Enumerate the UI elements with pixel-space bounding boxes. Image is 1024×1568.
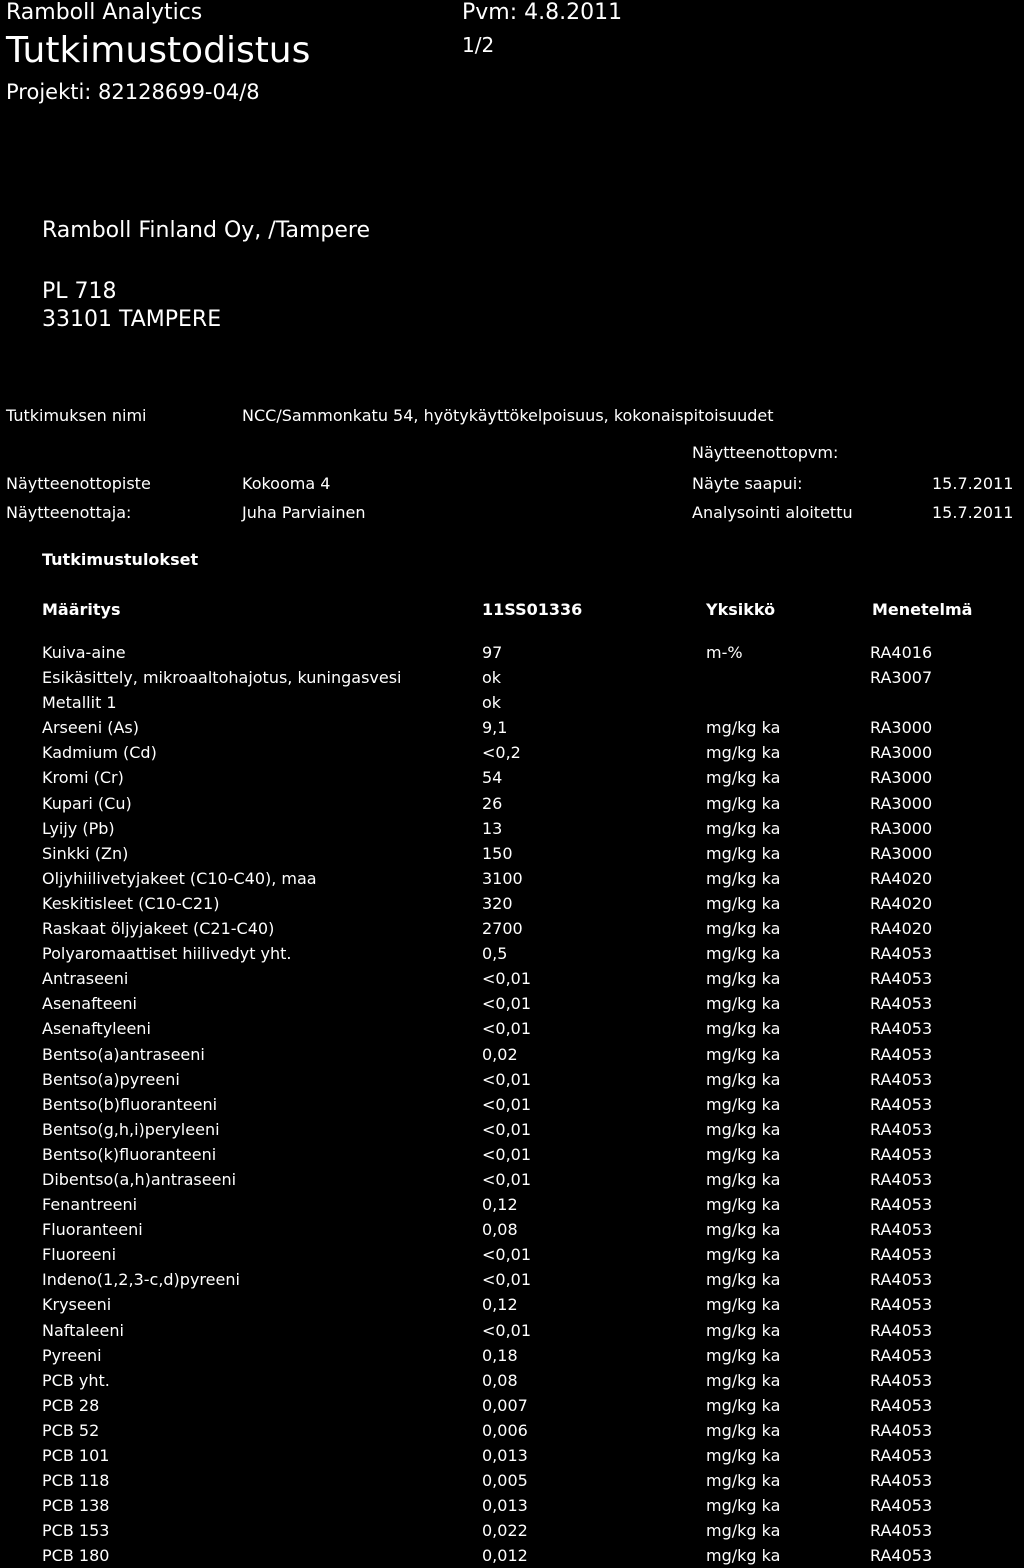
result-determination: Kromi (Cr): [42, 768, 124, 788]
result-value: 0,007: [482, 1395, 528, 1415]
results-section-title: Tutkimustulokset: [42, 550, 199, 569]
result-method: RA4053: [870, 969, 933, 989]
result-determination: Asenaftyleeni: [42, 1019, 151, 1039]
result-unit: mg/kg ka: [706, 1471, 781, 1491]
result-unit: mg/kg ka: [706, 893, 781, 913]
result-method: RA4053: [870, 1044, 933, 1064]
sampler-label: Näytteenottaja:: [6, 503, 132, 522]
result-method: RA4053: [870, 1119, 933, 1139]
result-unit: mg/kg ka: [706, 1446, 781, 1465]
result-unit: mg/kg ka: [706, 1195, 781, 1215]
result-method: RA4053: [870, 1144, 933, 1164]
result-determination: Bentso(a)antraseeni: [42, 1044, 205, 1064]
table-row: [0, 740, 1024, 765]
table-row: [0, 715, 1024, 740]
table-row: [0, 1518, 1024, 1543]
result-determination: Raskaat öljyjakeet (C21-C40): [42, 919, 275, 939]
result-determination: Esikäsittely, mikroaaltohajotus, kuningasvesi: [42, 668, 402, 688]
table-row: [0, 1217, 1024, 1242]
result-unit: mg/kg ka: [706, 1220, 781, 1240]
result-method: RA3000: [870, 718, 933, 738]
result-determination: Pyreeni: [42, 1345, 102, 1365]
result-determination: Indeno(1,2,3-c,d)pyreeni: [42, 1270, 240, 1290]
results-table: [0, 640, 1024, 1568]
result-value: <0,01: [482, 1245, 532, 1265]
sample-arrived-label: Näyte saapui:: [692, 474, 803, 493]
result-value: 320: [482, 893, 513, 913]
project-number: Projekti: 82128699-04/8: [6, 80, 260, 104]
result-method: RA4020: [870, 868, 933, 888]
result-unit: mg/kg ka: [706, 1546, 781, 1566]
result-unit: mg/kg ka: [706, 1270, 781, 1290]
result-method: RA4053: [870, 1446, 933, 1465]
result-value: <0,01: [482, 1119, 532, 1139]
result-value: 0,5: [482, 944, 508, 964]
result-value: <0,01: [482, 969, 532, 989]
table-row: [0, 1443, 1024, 1468]
result-method: RA3000: [870, 793, 933, 813]
result-determination: Kryseeni: [42, 1295, 112, 1315]
result-determination: Antraseeni: [42, 969, 129, 989]
result-method: RA4016: [870, 643, 933, 662]
table-row: [0, 1393, 1024, 1418]
result-determination: PCB 180: [42, 1546, 110, 1566]
result-method: RA4053: [870, 1220, 933, 1240]
result-determination: Metallit 1: [42, 693, 117, 713]
result-method: RA4053: [870, 1395, 933, 1415]
page-number: 1/2: [462, 33, 495, 57]
result-value: <0,01: [482, 994, 532, 1014]
result-unit: mg/kg ka: [706, 1496, 781, 1516]
table-row: [0, 1192, 1024, 1217]
result-value: 0,18: [482, 1345, 518, 1365]
result-method: RA3000: [870, 768, 933, 788]
result-value: 54: [482, 768, 503, 788]
result-value: <0,01: [482, 1144, 532, 1164]
result-unit: mg/kg ka: [706, 718, 781, 738]
result-determination: Fluoranteeni: [42, 1220, 143, 1240]
result-method: RA4020: [870, 919, 933, 939]
result-method: RA4053: [870, 1345, 933, 1365]
result-value: <0,01: [482, 1019, 532, 1039]
result-unit: mg/kg ka: [706, 919, 781, 939]
result-method: RA3000: [870, 818, 933, 838]
result-value: 0,12: [482, 1295, 518, 1315]
result-value: 0,08: [482, 1220, 518, 1240]
result-determination: Bentso(g,h,i)peryleeni: [42, 1119, 220, 1139]
result-method: RA4053: [870, 1295, 933, 1315]
result-method: RA4053: [870, 1546, 933, 1566]
table-row: [0, 991, 1024, 1016]
result-unit: mg/kg ka: [706, 768, 781, 788]
table-row: [0, 841, 1024, 866]
result-value: 0,012: [482, 1546, 528, 1566]
result-value: 0,02: [482, 1044, 518, 1064]
result-determination: Lyijy (Pb): [42, 818, 115, 838]
table-row: [0, 1117, 1024, 1142]
table-row: [0, 1242, 1024, 1267]
result-unit: mg/kg ka: [706, 944, 781, 964]
table-row: [0, 816, 1024, 841]
table-row: [0, 1067, 1024, 1092]
result-unit: mg/kg ka: [706, 1521, 781, 1541]
sample-arrived-date: 15.7.2011: [932, 474, 1014, 493]
result-determination: PCB 28: [42, 1395, 100, 1415]
result-unit: mg/kg ka: [706, 1395, 781, 1415]
result-method: RA4053: [870, 1169, 933, 1189]
recipient-city: 33101 TAMPERE: [42, 307, 222, 332]
result-method: RA4053: [870, 1094, 933, 1114]
result-value: 97: [482, 643, 503, 662]
result-unit: mg/kg ka: [706, 1119, 781, 1139]
result-determination: PCB yht.: [42, 1370, 110, 1390]
analysis-started-date: 15.7.2011: [932, 503, 1014, 522]
result-value: 0,08: [482, 1370, 518, 1390]
recipient-name: Ramboll Finland Oy, /Tampere: [42, 218, 371, 243]
document-title: Tutkimustodistus: [6, 30, 311, 71]
result-unit: mg/kg ka: [706, 994, 781, 1014]
result-method: RA4053: [870, 1270, 933, 1290]
result-value: 0,013: [482, 1496, 528, 1516]
result-value: 2700: [482, 919, 523, 939]
result-value: 0,005: [482, 1471, 528, 1491]
result-determination: PCB 153: [42, 1521, 110, 1541]
result-unit: mg/kg ka: [706, 1019, 781, 1039]
result-determination: PCB 52: [42, 1420, 100, 1440]
result-value: ok: [482, 693, 502, 713]
table-row: [0, 665, 1024, 690]
result-unit: mg/kg ka: [706, 1420, 781, 1440]
result-method: RA4053: [870, 1370, 933, 1390]
sampling-date-label: Näytteenottopvm:: [692, 443, 839, 462]
result-value: <0,01: [482, 1270, 532, 1290]
table-row: [0, 941, 1024, 966]
table-row: [0, 1016, 1024, 1041]
table-row: [0, 1368, 1024, 1393]
result-unit: mg/kg ka: [706, 1345, 781, 1365]
result-unit: mg/kg ka: [706, 743, 781, 763]
result-unit: mg/kg ka: [706, 1320, 781, 1340]
table-row: [0, 765, 1024, 790]
table-row: [0, 1418, 1024, 1443]
result-value: <0,01: [482, 1320, 532, 1340]
table-row: [0, 866, 1024, 891]
result-value: 0,12: [482, 1195, 518, 1215]
result-determination: Keskitisleet (C10-C21): [42, 893, 220, 913]
result-unit: mg/kg ka: [706, 1370, 781, 1390]
result-value: 26: [482, 793, 503, 813]
table-row: [0, 1267, 1024, 1292]
result-unit: mg/kg ka: [706, 969, 781, 989]
table-row: [0, 1493, 1024, 1518]
result-value: 9,1: [482, 718, 508, 738]
column-header-determination: Määritys: [42, 600, 121, 619]
table-row: [0, 1468, 1024, 1493]
table-row: [0, 1167, 1024, 1192]
table-row: [0, 966, 1024, 991]
result-determination: Kadmium (Cd): [42, 743, 157, 763]
document-date: Pvm: 4.8.2011: [462, 0, 623, 25]
result-unit: mg/kg ka: [706, 1044, 781, 1064]
table-row: [0, 1343, 1024, 1368]
study-name: NCC/Sammonkatu 54, hyötykäyttökelpoisuus, kokonaispitoisuudet: [242, 406, 774, 425]
result-determination: Bentso(b)fluoranteeni: [42, 1094, 218, 1114]
result-unit: mg/kg ka: [706, 868, 781, 888]
result-determination: Polyaromaattiset hiilivedyt yht.: [42, 944, 292, 964]
result-method: RA4053: [870, 1420, 933, 1440]
column-header-sample-id: 11SS01336: [482, 600, 583, 619]
result-unit: mg/kg ka: [706, 1295, 781, 1315]
table-row: [0, 1292, 1024, 1317]
result-unit: mg/kg ka: [706, 818, 781, 838]
result-unit: mg/kg ka: [706, 1094, 781, 1114]
company-name: Ramboll Analytics: [6, 0, 203, 25]
result-determination: PCB 118: [42, 1471, 110, 1491]
result-value: <0,2: [482, 743, 521, 763]
result-determination: Bentso(k)fluoranteeni: [42, 1144, 217, 1164]
result-unit: mg/kg ka: [706, 793, 781, 813]
sampler-name: Juha Parviainen: [242, 503, 366, 522]
analysis-started-label: Analysointi aloitettu: [692, 503, 853, 522]
result-value: 3100: [482, 868, 523, 888]
result-method: RA4053: [870, 944, 933, 964]
column-header-unit: Yksikkö: [706, 600, 776, 619]
result-unit: mg/kg ka: [706, 1245, 781, 1265]
result-method: RA3000: [870, 843, 933, 863]
table-row: [0, 1318, 1024, 1343]
table-row: [0, 640, 1024, 665]
table-row: [0, 891, 1024, 916]
result-determination: Dibentso(a,h)antraseeni: [42, 1169, 237, 1189]
result-value: <0,01: [482, 1169, 532, 1189]
table-row: [0, 791, 1024, 816]
result-unit: mg/kg ka: [706, 1069, 781, 1089]
result-value: 150: [482, 843, 513, 863]
result-determination: PCB 101: [42, 1446, 110, 1465]
table-row: [0, 1092, 1024, 1117]
result-method: RA4053: [870, 1496, 933, 1516]
result-method: RA3000: [870, 743, 933, 763]
result-unit: mg/kg ka: [706, 1169, 781, 1189]
result-determination: Naftaleeni: [42, 1320, 124, 1340]
result-determination: Fenantreeni: [42, 1195, 138, 1215]
table-row: [0, 1042, 1024, 1067]
result-unit: mg/kg ka: [706, 1144, 781, 1164]
result-value: <0,01: [482, 1069, 532, 1089]
result-value: 0,006: [482, 1420, 528, 1440]
study-name-label: Tutkimuksen nimi: [6, 406, 147, 425]
result-determination: Bentso(a)pyreeni: [42, 1069, 180, 1089]
result-determination: PCB 138: [42, 1496, 110, 1516]
result-determination: Oljyhiilivetyjakeet (C10-C40), maa: [42, 868, 317, 888]
column-header-method: Menetelmä: [872, 600, 973, 619]
table-row: [0, 1142, 1024, 1167]
result-method: RA4053: [870, 1019, 933, 1039]
result-value: 13: [482, 818, 503, 838]
result-method: RA4020: [870, 893, 933, 913]
result-method: RA4053: [870, 1195, 933, 1215]
result-value: <0,01: [482, 1094, 532, 1114]
result-determination: Asenafteeni: [42, 994, 137, 1014]
result-value: 0,013: [482, 1446, 528, 1465]
result-determination: Arseeni (As): [42, 718, 139, 738]
result-determination: Fluoreeni: [42, 1245, 117, 1265]
result-value: ok: [482, 668, 502, 688]
result-method: RA4053: [870, 1069, 933, 1089]
sampling-point-label: Näytteenottopiste: [6, 474, 151, 493]
result-determination: Sinkki (Zn): [42, 843, 129, 863]
result-method: RA4053: [870, 994, 933, 1014]
result-method: RA3007: [870, 668, 933, 688]
recipient-po-box: PL 718: [42, 279, 117, 304]
result-determination: Kuiva-aine: [42, 643, 126, 662]
sampling-point: Kokooma 4: [242, 474, 331, 493]
result-method: RA4053: [870, 1521, 933, 1541]
result-determination: Kupari (Cu): [42, 793, 132, 813]
result-method: RA4053: [870, 1320, 933, 1340]
result-method: RA4053: [870, 1471, 933, 1491]
result-unit: m-%: [706, 643, 743, 662]
table-row: [0, 1543, 1024, 1568]
result-unit: mg/kg ka: [706, 843, 781, 863]
table-row: [0, 916, 1024, 941]
result-method: RA4053: [870, 1245, 933, 1265]
table-row: [0, 690, 1024, 715]
result-value: 0,022: [482, 1521, 528, 1541]
